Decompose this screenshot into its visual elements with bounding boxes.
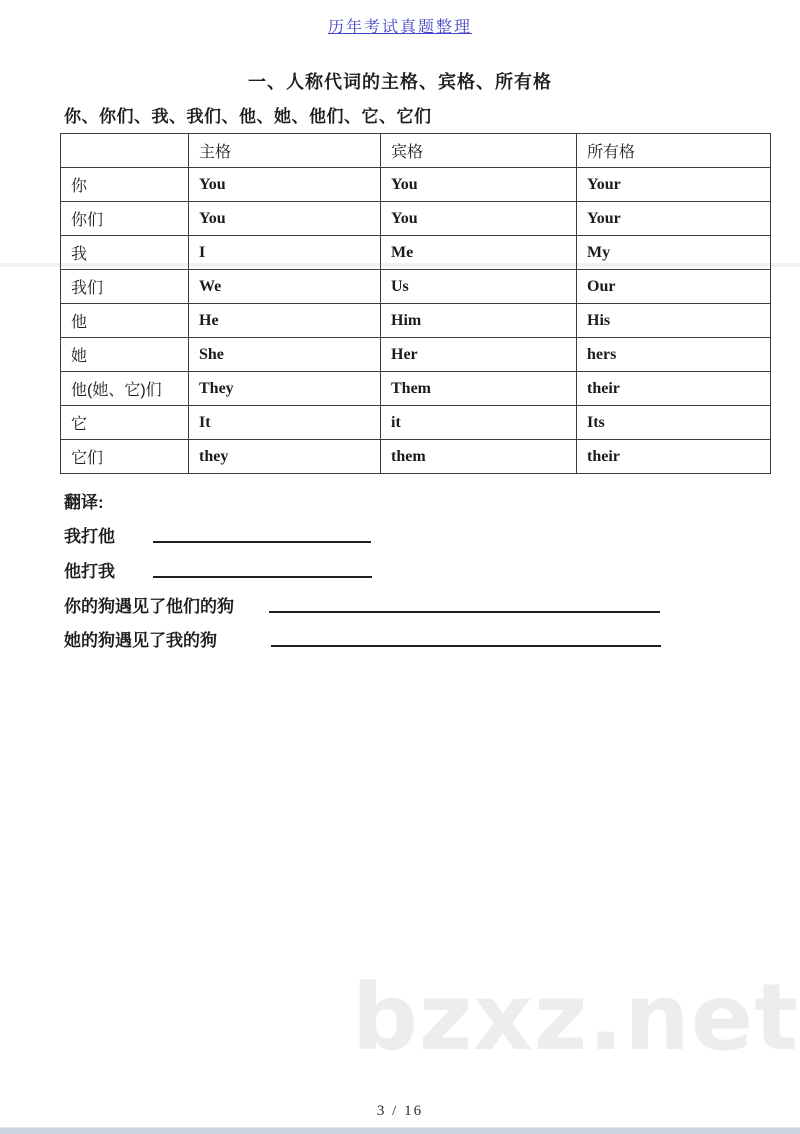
page-number: 3 / 16 (376, 1103, 424, 1119)
table-row (61, 236, 771, 270)
table-cell: it (381, 406, 577, 440)
table-cell: She (189, 338, 381, 372)
table-header-row (61, 134, 771, 168)
table-cell: they (189, 440, 381, 474)
answer-blank (153, 557, 372, 578)
table-header-cell: 主格 (189, 134, 381, 168)
table-cell: My (577, 236, 771, 270)
table-cell: 我 (61, 236, 189, 270)
table-cell: You (189, 168, 381, 202)
answer-blank (269, 592, 660, 613)
table-cell: their (577, 372, 771, 406)
table-cell: 你们 (61, 202, 189, 236)
table-cell: Her (381, 338, 577, 372)
table-cell: hers (577, 338, 771, 372)
table-header-cell (61, 134, 189, 168)
header-link[interactable]: 历年考试真题整理 (327, 19, 472, 36)
page-header (0, 14, 800, 37)
watermark: bzxz.net (352, 964, 800, 1071)
table-cell: 它们 (61, 440, 189, 474)
table-cell: 你 (61, 168, 189, 202)
translation-exercise (64, 522, 115, 546)
table-cell: You (381, 168, 577, 202)
translation-exercise (64, 626, 217, 650)
table-row (61, 168, 771, 202)
table-cell: He (189, 304, 381, 338)
table-cell: 她 (61, 338, 189, 372)
table-row (61, 304, 771, 338)
table-row (61, 270, 771, 304)
table-cell: Him (381, 304, 577, 338)
translation-exercise (64, 557, 115, 581)
table-cell: His (577, 304, 771, 338)
table-cell: 他 (61, 304, 189, 338)
table-row (61, 338, 771, 372)
table-cell: I (189, 236, 381, 270)
table-cell: Its (577, 406, 771, 440)
table-header-cell: 宾格 (381, 134, 577, 168)
table-cell: Your (577, 168, 771, 202)
table-row (61, 372, 771, 406)
table-cell: them (381, 440, 577, 474)
table-row (61, 440, 771, 474)
exercise-prompt: 你的狗遇见了他们的狗 (64, 597, 234, 616)
answer-blank (271, 626, 661, 647)
section-title: 一、人称代词的主格、宾格、所有格 (248, 72, 552, 92)
table-cell: You (381, 202, 577, 236)
table-cell: their (577, 440, 771, 474)
exercise-prompt: 他打我 (64, 562, 115, 581)
pronoun-list-line: 你、你们、我、我们、他、她、他们、它、它们 (64, 107, 432, 126)
table-header-cell: 所有格 (577, 134, 771, 168)
answer-blank (153, 522, 371, 543)
table-cell: It (189, 406, 381, 440)
table-cell: They (189, 372, 381, 406)
table-row (61, 202, 771, 236)
pronoun-table (60, 133, 771, 474)
table-cell: 它 (61, 406, 189, 440)
exercise-prompt: 我打他 (64, 527, 115, 546)
table-cell: Your (577, 202, 771, 236)
table-cell: We (189, 270, 381, 304)
table-cell: 我们 (61, 270, 189, 304)
table-cell: Me (381, 236, 577, 270)
exercise-prompt: 她的狗遇见了我的狗 (64, 631, 217, 650)
table-cell: You (189, 202, 381, 236)
table-cell: Them (381, 372, 577, 406)
table-cell: 他(她、它)们 (61, 372, 189, 406)
table-row (61, 406, 771, 440)
translation-label: 翻译: (64, 493, 104, 512)
table-cell: Our (577, 270, 771, 304)
translation-exercise (64, 592, 234, 616)
table-cell: Us (381, 270, 577, 304)
page-bottom-strip (0, 1127, 800, 1134)
